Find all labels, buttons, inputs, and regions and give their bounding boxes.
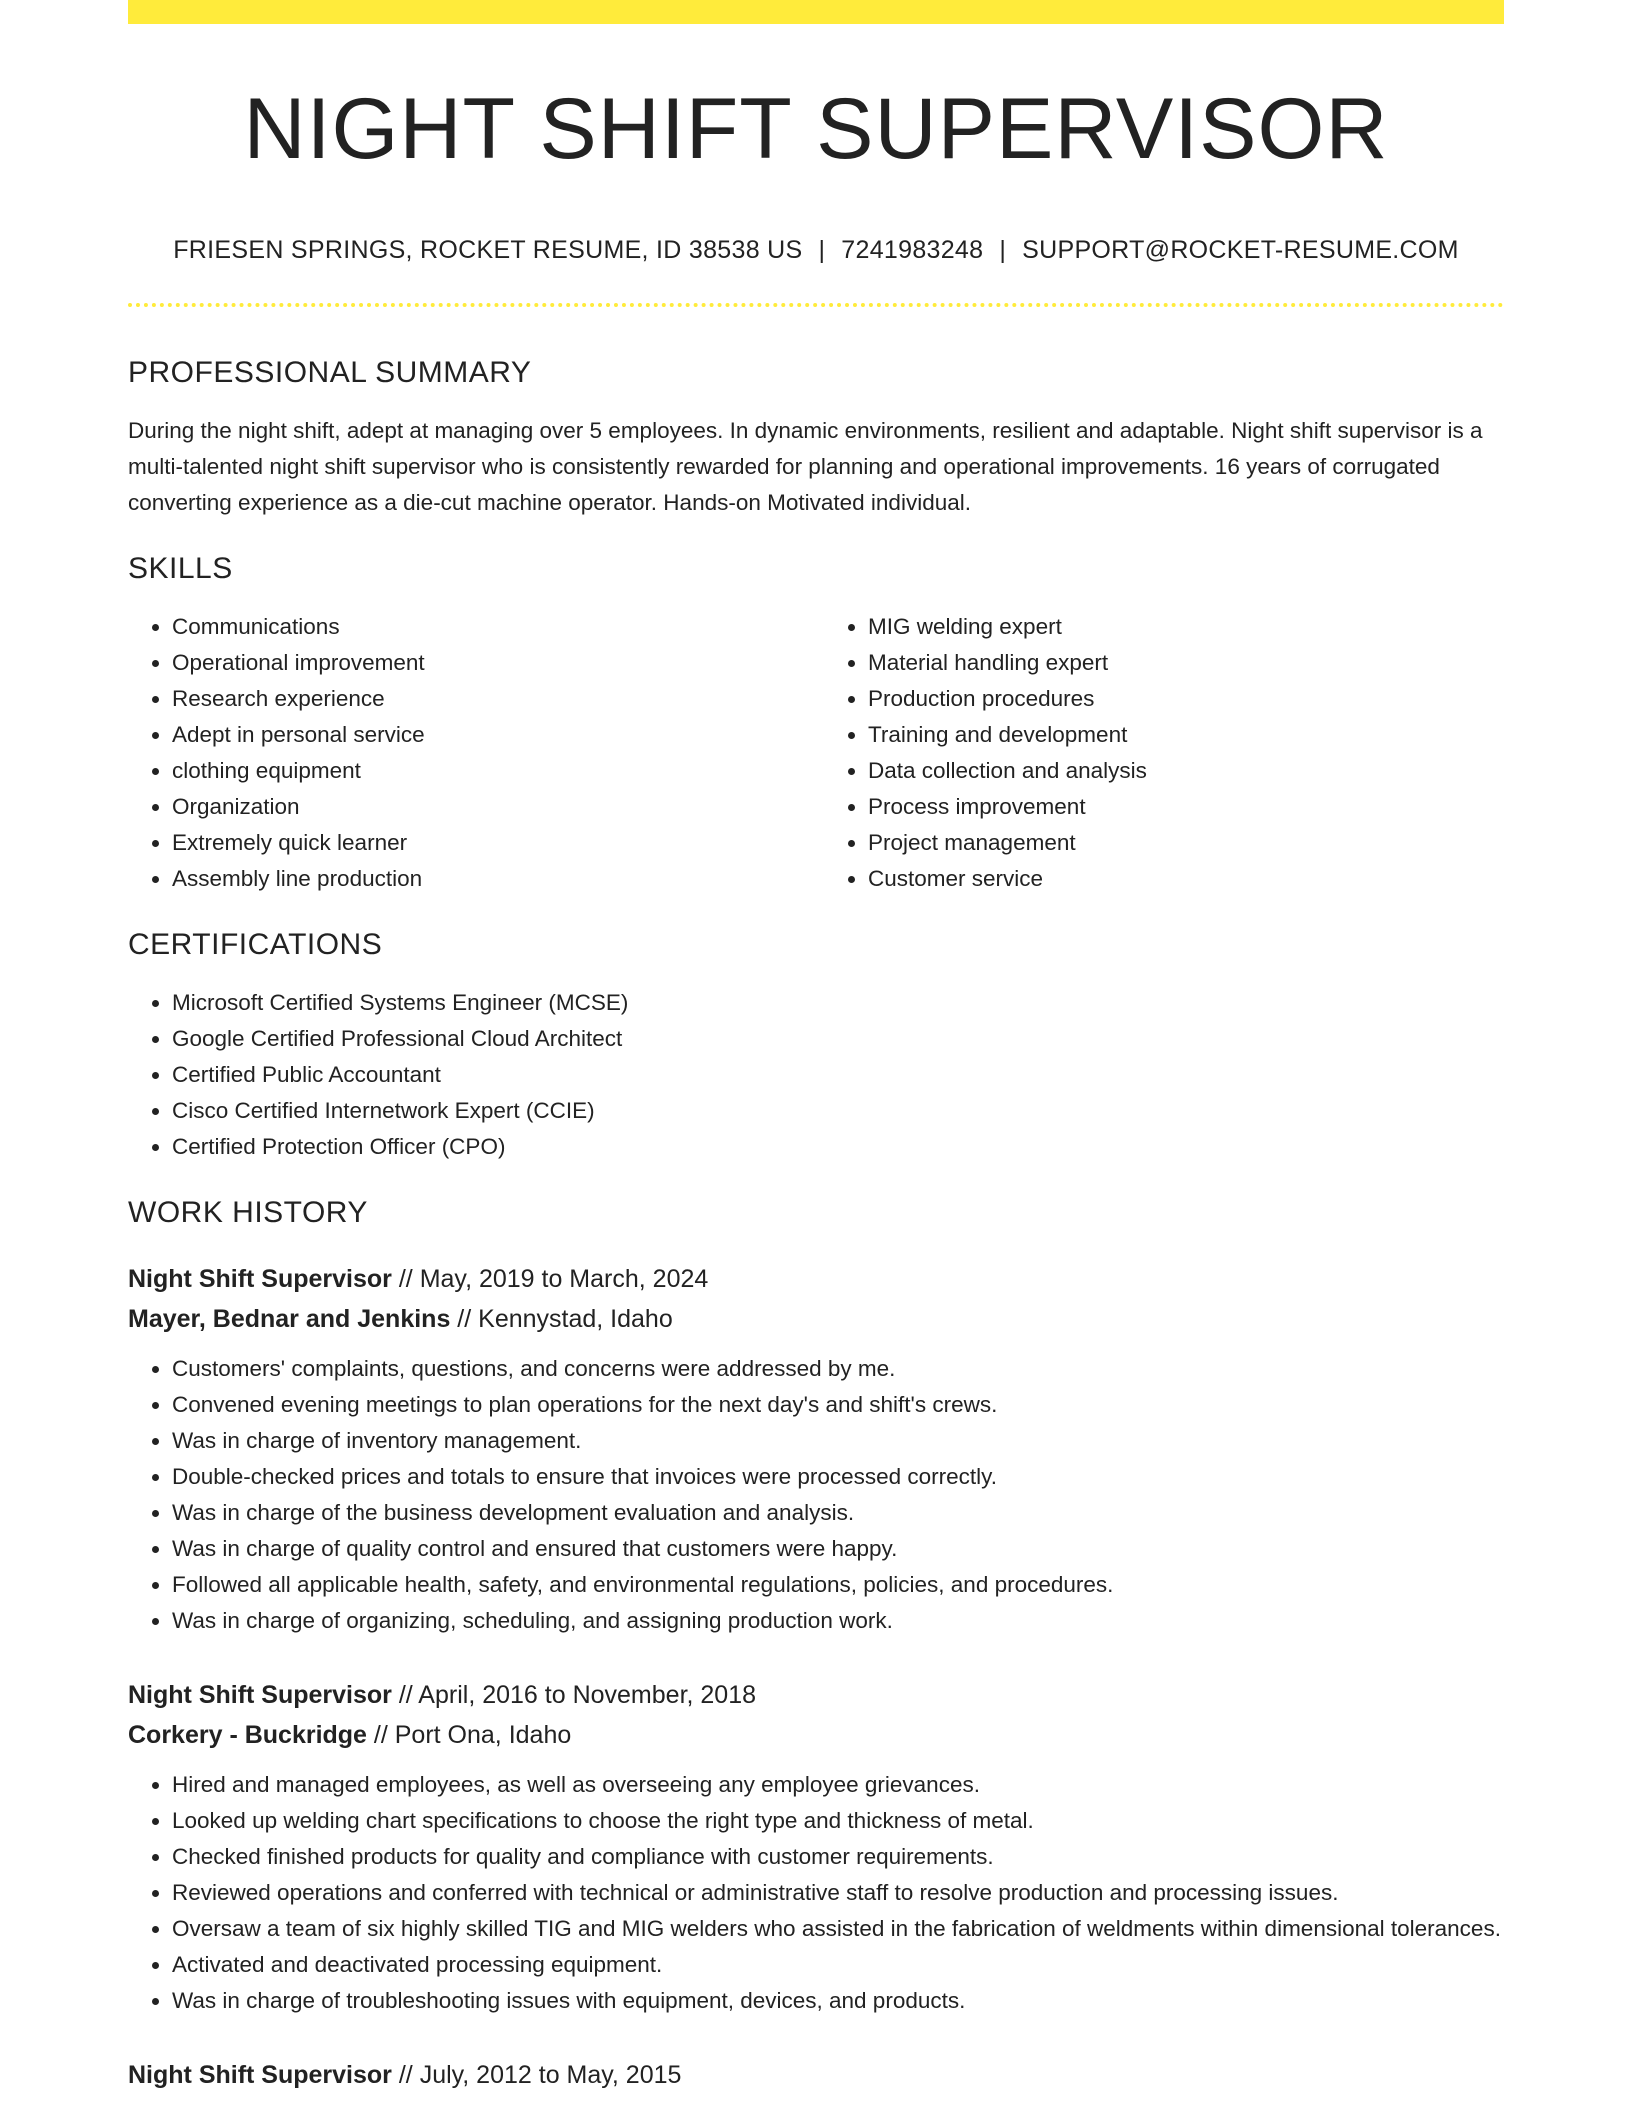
job-bullet: • Double-checked prices and totals to ensure that invoices were processed correctly. — [172, 1459, 1504, 1495]
job-bullet: • Was in charge of organizing, scheduling, and assigning production work. — [172, 1603, 1504, 1639]
certification-item: • Cisco Certified Internetwork Expert (CCIE) — [172, 1093, 1504, 1129]
job-bullet: • Looked up welding chart specifications to choose the right type and thickness of metal. — [172, 1803, 1504, 1839]
skill-item: • Extremely quick learner — [172, 825, 816, 861]
skill-item: • clothing equipment — [172, 753, 816, 789]
job-bullet: • Customers' complaints, questions, and concerns were addressed by me. — [172, 1351, 1504, 1387]
job-bullet: • Was in charge of quality control and ensured that customers were happy. — [172, 1531, 1504, 1567]
skill-item: • Material handling expert — [868, 645, 1504, 681]
skill-item: • Assembly line production — [172, 861, 816, 897]
job-role: Night Shift Supervisor — [128, 1264, 392, 1293]
contact-separator: | — [818, 235, 826, 264]
skill-item: • Project management — [868, 825, 1504, 861]
job-dates: // May, 2019 to March, 2024 — [391, 1264, 709, 1293]
job-bullet: • Followed all applicable health, safety, and environmental regulations, policies, and procedures. — [172, 1567, 1504, 1603]
job-role: Night Shift Supervisor — [128, 1680, 392, 1709]
certification-item: • Certified Public Accountant — [172, 1057, 1504, 1093]
job-company-line — [128, 1715, 1504, 1755]
contact-email: SUPPORT@ROCKET-RESUME.COM — [1022, 235, 1459, 264]
contact-line — [128, 235, 1504, 265]
job-bullets — [128, 1767, 1504, 2019]
certification-item: • Microsoft Certified Systems Engineer (MCSE) — [172, 985, 1504, 1021]
job-company-line — [128, 1299, 1504, 1339]
job-bullet: • Was in charge of the business development evaluation and analysis. — [172, 1495, 1504, 1531]
skills-section — [128, 551, 1504, 897]
candidate-title: NIGHT SHIFT SUPERVISOR — [243, 81, 1389, 177]
skill-item: • Production procedures — [868, 681, 1504, 717]
job-location: // Kennystad, Idaho — [450, 1304, 673, 1333]
job-role-line — [128, 1259, 1504, 1299]
skill-item: • Adept in personal service — [172, 717, 816, 753]
certifications-heading: CERTIFICATIONS — [128, 927, 383, 961]
accent-top-bar — [128, 0, 1504, 24]
certifications-section — [128, 927, 1504, 1165]
certifications-list — [128, 985, 1504, 1165]
job-role-line — [128, 1675, 1504, 1715]
job-entry — [128, 1259, 1504, 1639]
summary-section — [128, 355, 1504, 521]
contact-phone: 7241983248 — [841, 235, 984, 264]
skill-item: • Communications — [172, 609, 816, 645]
job-bullets — [128, 1351, 1504, 1639]
skills-heading: SKILLS — [128, 551, 233, 585]
job-location: // Port Ona, Idaho — [366, 1720, 572, 1749]
job-company: Corkery - Buckridge — [128, 1720, 367, 1749]
job-role-line — [128, 2055, 1504, 2095]
job-bullet: • Activated and deactivated processing equipment. — [172, 1947, 1504, 1983]
job-bullet: • Oversaw a team of six highly skilled TIG and MIG welders who assisted in the fabrication of weldments within dimensional tolerances. — [172, 1911, 1504, 1947]
job-bullet: • Was in charge of troubleshooting issues with equipment, devices, and products. — [172, 1983, 1504, 2019]
job-dates: // April, 2016 to November, 2018 — [391, 1680, 757, 1709]
job-bullet: • Checked finished products for quality and compliance with customer requirements. — [172, 1839, 1504, 1875]
skill-item: • Operational improvement — [172, 645, 816, 681]
skills-list-right — [816, 609, 1504, 897]
skill-item: • Organization — [172, 789, 816, 825]
job-bullet: • Hired and managed employees, as well as overseeing any employee grievances. — [172, 1767, 1504, 1803]
skills-columns — [128, 609, 1504, 897]
work-history-heading: WORK HISTORY — [128, 1195, 368, 1229]
skill-item: • Training and development — [868, 717, 1504, 753]
work-history-section — [128, 1195, 1504, 2095]
contact-separator: | — [999, 235, 1007, 264]
job-entry — [128, 1675, 1504, 2019]
summary-heading: PROFESSIONAL SUMMARY — [128, 355, 532, 389]
job-company: Mayer, Bednar and Jenkins — [128, 1304, 451, 1333]
skills-list-left — [128, 609, 816, 897]
skill-item: • Customer service — [868, 861, 1504, 897]
job-bullet: • Reviewed operations and conferred with technical or administrative staff to resolve production and processing issues. — [172, 1875, 1504, 1911]
job-entry — [128, 2055, 1504, 2095]
dotted-divider — [128, 303, 1504, 307]
contact-address: FRIESEN SPRINGS, ROCKET RESUME, ID 38538 US — [173, 235, 803, 264]
job-dates: // July, 2012 to May, 2015 — [391, 2060, 682, 2089]
skill-item: • Research experience — [172, 681, 816, 717]
skill-item: • Process improvement — [868, 789, 1504, 825]
job-role: Night Shift Supervisor — [128, 2060, 392, 2089]
job-bullet: • Was in charge of inventory management. — [172, 1423, 1504, 1459]
skill-item: • Data collection and analysis — [868, 753, 1504, 789]
summary-text: During the night shift, adept at managing over 5 employees. In dynamic environments, resilient and adaptable. Night shift supervisor is a multi-talented night shift supervisor who is consistently rewarded for planning and operational improvements. 16 years of corrugated converting experience as a die-cut machine operator. Hands-on Motivated individual. — [128, 417, 1483, 515]
certification-item: • Certified Protection Officer (CPO) — [172, 1129, 1504, 1165]
certification-item: • Google Certified Professional Cloud Architect — [172, 1021, 1504, 1057]
job-bullet: • Convened evening meetings to plan operations for the next day's and shift's crews. — [172, 1387, 1504, 1423]
skill-item: • MIG welding expert — [868, 609, 1504, 645]
resume-page — [128, 0, 1504, 2095]
